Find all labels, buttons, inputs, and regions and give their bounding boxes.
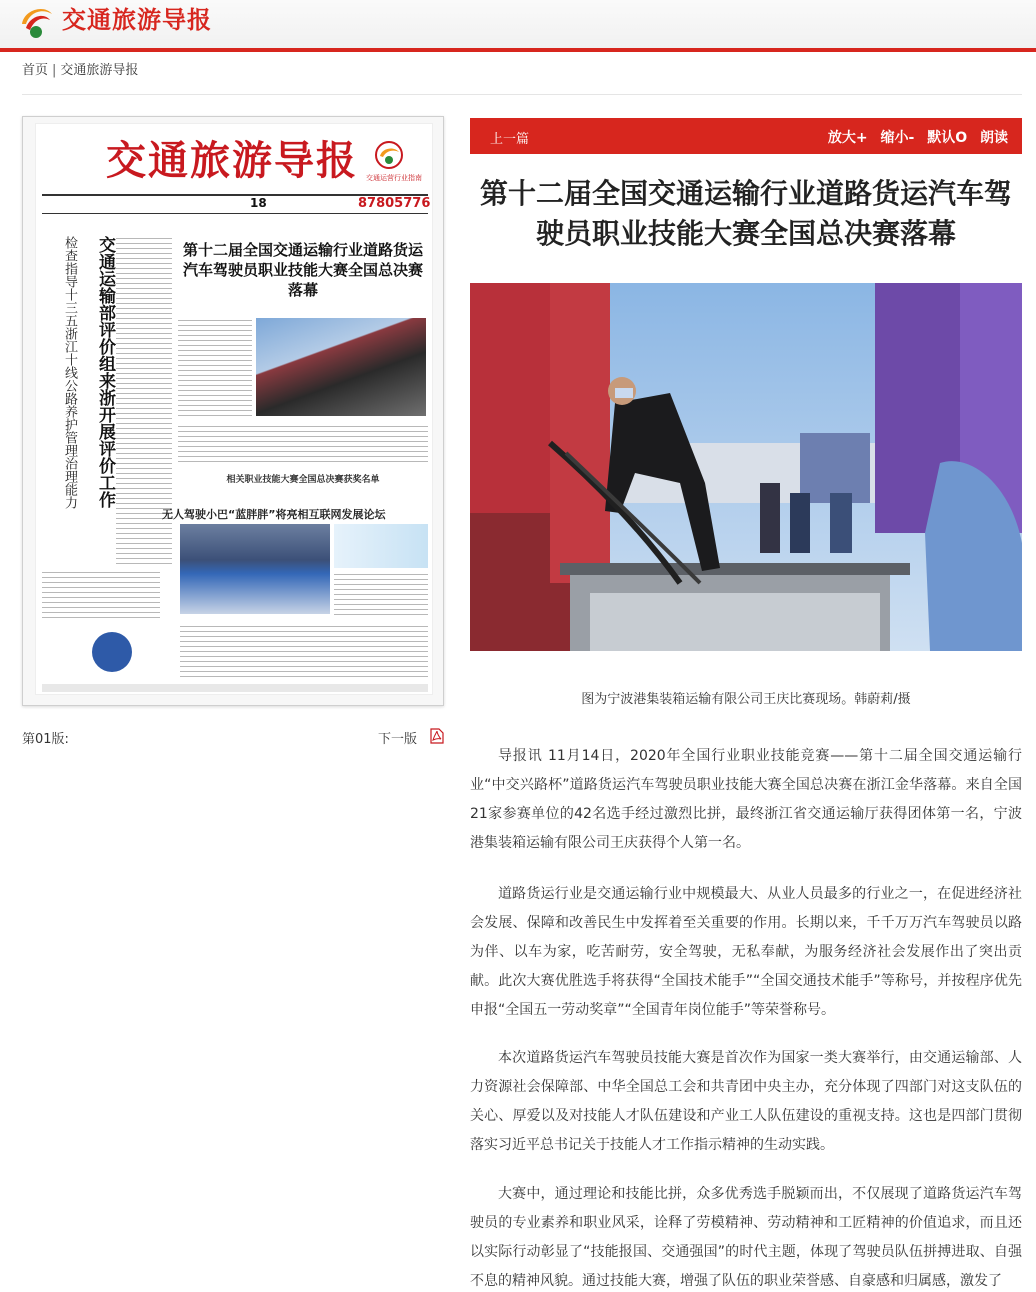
paper-masthead: 交通旅游导报 bbox=[106, 137, 358, 184]
paper-text-column bbox=[178, 318, 252, 416]
next-page-link[interactable]: 下一版 bbox=[378, 732, 418, 747]
article-paragraph: 道路货运行业是交通运输行业中规模最大、从业人员最多的行业之一，在促进经济社会发展、保障和改善民生中发挥着至关重要的作用。长期以来，千千万万汽车驾驶员以路为伴、以车为家，吃苦耐劳，安全驾驶，无私奉献，为服务经济社会发展作出了突出贡献。此次大赛优胜选手将获得“全国技术能手”“全国交通技术能手”等称号，并按程序优先申报“全国五一劳动奖章”“全国青年岗位能手”等荣誉称号。 bbox=[470, 886, 1022, 1018]
default-size-button[interactable]: 默认O bbox=[927, 130, 968, 146]
paper-text-column bbox=[180, 624, 428, 678]
paper-side-headline: 交通运输部评价组来浙开展评价工作 bbox=[95, 236, 115, 508]
newspaper-page bbox=[35, 123, 433, 695]
article-paragraph: 大赛中，通过理论和技能比拼，众多优秀选手脱颖而出，不仅展现了道路货运汽车驾驶员的专业素养和职业风采，诠释了劳模精神、劳动精神和工匠精神的价值追求，而且还以实际行动彰显了“技能报国、交通强国”的时代主题，体现了驾驶员队伍拼搏进取、自强不息的精神风貌。通过技能大赛，增强了队伍的职业荣誉感、自豪感和归属感，激发了 bbox=[470, 1186, 1022, 1289]
site-name[interactable]: 交通旅游导报 bbox=[62, 6, 212, 34]
breadcrumb-separator: | bbox=[52, 63, 57, 78]
paper-photo bbox=[256, 318, 426, 416]
paper-text-column bbox=[42, 570, 160, 618]
paper-ribbon: 相关职业技能大赛全国总决赛获奖名单 bbox=[226, 475, 380, 485]
breadcrumb-current[interactable]: 交通旅游导报 bbox=[60, 63, 139, 78]
edition-label: 第01版: bbox=[22, 732, 69, 747]
paper-logo-icon bbox=[374, 140, 404, 170]
site-logo-icon[interactable] bbox=[18, 2, 54, 42]
paper-emblem-icon bbox=[92, 632, 132, 672]
paper-phone: 87805776 bbox=[358, 196, 431, 211]
paper-text-column bbox=[334, 572, 428, 616]
breadcrumb-home[interactable]: 首页 bbox=[22, 63, 49, 78]
site-header bbox=[0, 0, 1036, 48]
read-aloud-button[interactable]: 朗读 bbox=[980, 130, 1008, 146]
paper-mid-headline: 无人驾驶小巴“蓝胖胖”将亮相互联网发展论坛 bbox=[162, 508, 386, 521]
article-title: 第十二届全国交通运输行业道路货运汽车驾驶员职业技能大赛全国总决赛落幕 bbox=[479, 177, 1012, 250]
article-paragraph: 导报讯 11月14日，2020年全国行业职业技能竞赛——第十二届全国交通运输行业“中交兴路杯”道路货运汽车驾驶员职业技能大赛全国总决赛在浙江金华落幕。来自全国21家参赛单位的42名选手经过激烈比拼，最终浙江省交通运输厅获得团体第一名，宁波港集装箱运输有限公司王庆获得个人第一名。 bbox=[470, 748, 1022, 851]
paper-headline: 第十二届全国交通运输行业道路货运汽车驾驶员职业技能大赛全国总决赛落幕 bbox=[182, 241, 423, 299]
prev-article-link[interactable]: 上一篇 bbox=[490, 132, 530, 147]
zoom-in-button[interactable]: 放大+ bbox=[827, 130, 868, 146]
article-paragraph: 本次道路货运汽车驾驶员技能大赛是首次作为国家一类大赛举行，由交通运输部、人力资源社会保障部、中华全国总工会和共青团中央主办，充分体现了四部门对这支队伍的关心、厚爱以及对技能人才队伍建设和产业工人队伍建设的重视支持。这也是四部门贯彻落实习近平总书记关于技能人才工作指示精神的生动实践。 bbox=[470, 1050, 1022, 1153]
photo-caption: 图为宁波港集装箱运输有限公司王庆比赛现场。韩蔚莉/摄 bbox=[581, 692, 911, 707]
paper-page-number: 18 bbox=[250, 196, 267, 210]
paper-text-column bbox=[178, 424, 428, 466]
header-divider bbox=[0, 48, 1036, 52]
paper-masthead-sub: 交通运营行业指南 bbox=[366, 174, 422, 182]
paper-footer bbox=[42, 684, 428, 692]
article-photo bbox=[470, 283, 1022, 651]
paper-side-kicker: 检查指导十三五浙江十线公路养护管理治理能力 bbox=[62, 236, 77, 509]
zoom-out-button[interactable]: 缩小- bbox=[880, 130, 915, 146]
newspaper-page-thumbnail[interactable] bbox=[22, 116, 444, 706]
paper-ad bbox=[334, 524, 428, 568]
paper-photo-bus bbox=[180, 524, 330, 614]
font-tools bbox=[820, 127, 1008, 147]
breadcrumb bbox=[22, 62, 138, 80]
pdf-icon[interactable] bbox=[430, 728, 444, 744]
article-toolbar bbox=[470, 118, 1022, 154]
breadcrumb-divider bbox=[22, 94, 1022, 95]
